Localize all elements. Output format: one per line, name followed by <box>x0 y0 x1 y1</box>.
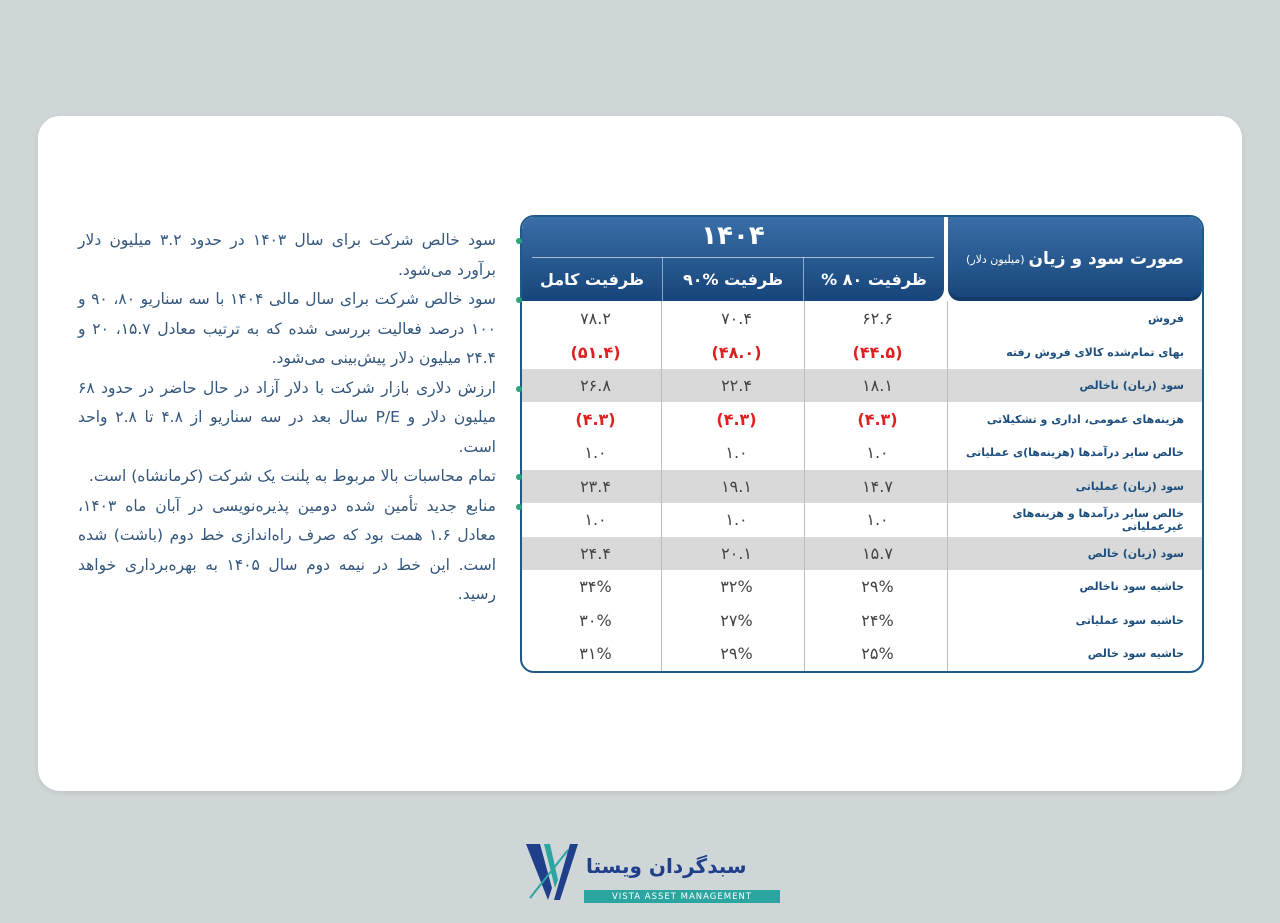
row-label: سود (زیان) عملیاتی <box>1075 479 1184 493</box>
row-value: (۴۴.۵) <box>852 342 903 362</box>
row-value: ۲۲.۴ <box>721 376 752 395</box>
bullet-dot-icon <box>516 297 522 303</box>
row-value: ۳۱% <box>579 644 612 663</box>
bullet-text: ارزش دلاری بازار شرکت با دلار آزاد در حال حاضر در حدود ۶۸ میلیون دلار و P/E سال بعد در سه سناریو از ۴.۸ تا ۲.۸ واحد است. <box>78 378 497 456</box>
row-label: خالص سایر درآمدها و هزینه‌های غیرعملیاتی <box>1012 506 1184 533</box>
table-row <box>522 637 1202 670</box>
table-row <box>522 503 1202 536</box>
table-row <box>522 537 1202 570</box>
row-value: (۵۱.۴) <box>570 342 621 362</box>
table-row <box>522 570 1202 603</box>
row-value: ۱.۰ <box>584 510 607 529</box>
row-value: (۴۸.۰) <box>711 342 762 362</box>
row-value: ۳۰% <box>579 610 612 630</box>
bullet-list <box>78 226 508 610</box>
row-value: ۱۴.۷ <box>862 476 893 496</box>
row-label: بهای تمام‌شده کالای فروش رفته <box>1006 345 1184 359</box>
bullet-text: منابع جدید تأمین شده دومین پذیره‌نویسی در آبان ماه ۱۴۰۳، معادل ۱.۶ همت بود که صرف راه‌اندازی خط دوم (باشت) شده است. این خط در نیمه دوم سال ۱۴۰۵ به بهره‌برداری خواهد رسید. <box>78 496 497 603</box>
table-row <box>522 436 1202 469</box>
row-value: ۱.۰ <box>866 443 889 462</box>
row-label: خالص سایر درآمدها (هزینه‌ها)ی عملیاتی <box>965 446 1184 459</box>
row-value: ۲۶.۸ <box>580 376 611 395</box>
row-value: ۲۷% <box>720 610 753 630</box>
bullet-item <box>78 492 508 610</box>
bullet-text: سود خالص شرکت برای سال ۱۴۰۳ در حدود ۳.۲ میلیون دلار برآورد می‌شود. <box>78 231 496 279</box>
table-row <box>522 403 1202 436</box>
column-divider <box>804 301 805 671</box>
table-row <box>522 470 1202 503</box>
column-header: ظرفیت %۹۰ <box>662 257 803 301</box>
row-label: هزینه‌های عمومی، اداری و تشکیلاتی <box>986 412 1184 426</box>
row-value: ۱.۰ <box>866 510 889 529</box>
bullet-text: تمام محاسبات بالا مربوط به پلنت یک شرکت (کرمانشاه) است. <box>88 467 496 485</box>
bullet-dot-icon <box>516 504 522 510</box>
row-label: حاشیه سود عملیاتی <box>1075 613 1184 627</box>
row-value: ۱۸.۱ <box>862 376 893 395</box>
row-value: ۲۹% <box>720 644 753 663</box>
year-header <box>522 217 944 301</box>
bullet-item <box>78 226 508 285</box>
bullet-item <box>78 285 508 374</box>
column-header: ظرفیت ۸۰ % <box>803 257 944 301</box>
bullet-text: سود خالص شرکت برای سال مالی ۱۴۰۴ با سه سناریو ۸۰، ۹۰ و ۱۰۰ درصد فعالیت بررسی شده که به ترتیب معادل ۱۵.۷، ۲۰ و ۲۴.۴ میلیون دلار پیش‌بینی می‌شود. <box>78 290 497 367</box>
row-value: ۷۰.۴ <box>721 309 752 328</box>
row-value: ۲۵% <box>861 644 894 663</box>
row-value: (۴.۳) <box>716 409 757 429</box>
label-unit-text: (میلیون دلار) <box>966 252 1025 266</box>
bullet-item <box>78 462 508 492</box>
bullet-item <box>78 374 508 463</box>
column-header: ظرفیت کامل <box>539 269 645 289</box>
row-value: ۳۲% <box>720 577 753 596</box>
table-label-header <box>948 217 1202 301</box>
bullet-dot-icon <box>516 238 522 244</box>
column-divider <box>661 301 662 671</box>
row-value: ۱.۰ <box>725 443 748 462</box>
table-row <box>522 336 1202 369</box>
row-value: ۲۰.۱ <box>721 543 752 563</box>
table-body <box>522 301 1202 671</box>
row-label: حاشیه سود ناخالص <box>1079 580 1184 593</box>
row-value: (۴.۳) <box>575 409 616 429</box>
logo-subtitle: VISTA ASSET MANAGEMENT <box>584 890 780 903</box>
row-value: ۱.۰ <box>584 443 607 462</box>
row-value: ۷۸.۲ <box>580 309 611 328</box>
logo-name: سبدگردان ویستا <box>586 854 747 878</box>
label-header-text: صورت سود و زیان <box>1028 249 1184 269</box>
row-label: حاشیه سود خالص <box>1087 647 1184 660</box>
row-value: ۲۹% <box>861 577 894 596</box>
row-value: ۲۴% <box>861 610 894 630</box>
year-title: ۱۴۰۴ <box>701 221 765 251</box>
row-value: (۴.۳) <box>857 409 898 429</box>
row-value: ۲۳.۴ <box>580 476 611 496</box>
table-row <box>522 369 1202 402</box>
row-label: سود (زیان) خالص <box>1087 546 1184 560</box>
table-row <box>522 302 1202 335</box>
row-value: ۱.۰ <box>725 510 748 529</box>
row-value: ۱۵.۷ <box>862 543 893 563</box>
vista-logo <box>524 840 764 906</box>
bullet-dot-icon <box>516 474 522 480</box>
row-value: ۲۴.۴ <box>580 543 611 563</box>
row-label: فروش <box>1147 312 1184 325</box>
table-row <box>522 604 1202 637</box>
bullet-dot-icon <box>516 386 522 392</box>
income-statement-table <box>520 215 1204 673</box>
vista-v-logo-icon <box>524 840 580 904</box>
row-value: ۶۲.۶ <box>862 309 893 328</box>
column-divider <box>947 301 948 671</box>
row-value: ۱۹.۱ <box>721 476 752 496</box>
row-label: سود (زیان) ناخالص <box>1079 379 1184 392</box>
row-value: ۳۴% <box>579 577 612 596</box>
